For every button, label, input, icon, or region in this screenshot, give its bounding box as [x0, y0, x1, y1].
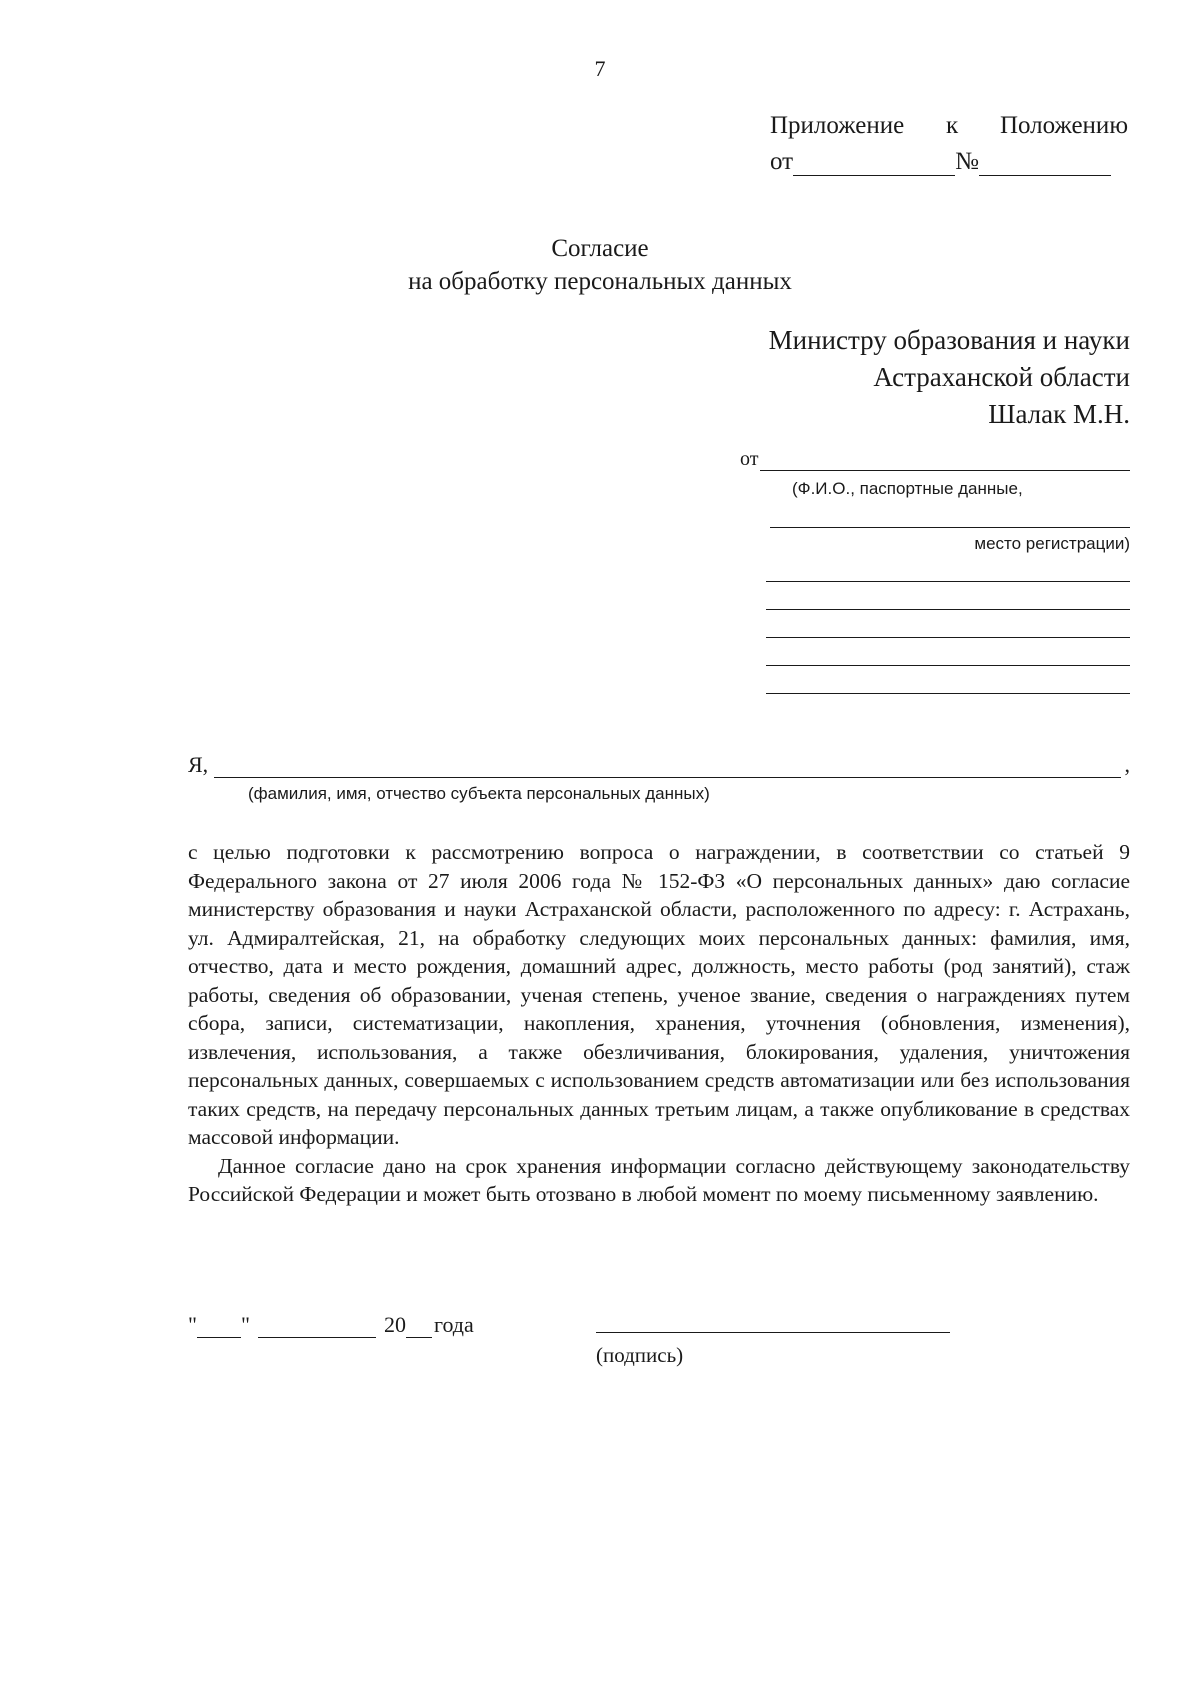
- sender-extra-line[interactable]: [766, 666, 1130, 694]
- date-century: 20: [383, 1312, 406, 1337]
- sender-extra-line[interactable]: [766, 582, 1130, 610]
- consent-paragraph-1: с целью подготовки к рассмотрению вопроса о награждении, в соответствии со статьей 9 Федерального закона от 27 июля 2006 года № 152-ФЗ «О персональных данных» даю согласие министерству образования и науки Астраханской области, расположенного по адресу: г. Астрахань, ул. Адмиралтейская, 21, на обработку следующих моих персональных данных: фамилия, имя, отчество, дата и место рождения, домашний адрес, должность, место работы (род занятий), стаж работы, сведения об образовании, ученая степень, ученое звание, сведения о награждениях путем сбора, записи, систематизации, накопления, хранения, уточнения (обновления, изменения), извлечения, использования, а также обезличивания, блокирования, удаления, уничтожения персональных данных, совершаемых с использованием средств автоматизации или без использования таких средств, на передачу персональных данных третьим лицам, а также опубликование в средствах массовой информации.: [188, 840, 1130, 1149]
- sender-from-label: от: [740, 448, 759, 470]
- subject-row: [188, 752, 1130, 778]
- document-title: [0, 232, 1200, 298]
- appendix-from-label: от: [770, 148, 794, 175]
- signature-block: [596, 1310, 950, 1368]
- sender-extra-line[interactable]: [766, 610, 1130, 638]
- title-line-1: Согласие: [551, 235, 649, 262]
- signature-field[interactable]: [596, 1310, 950, 1333]
- consent-paragraph-2: Данное согласие дано на срок хранения информации согласно действующему законодательству Российской Федерации и может быть отозвано в любой момент по моему письменному заявлению.: [188, 1153, 1130, 1206]
- subject-suffix: ,: [1124, 752, 1130, 777]
- appendix-preposition: к: [945, 112, 959, 139]
- appendix-regulation: Положению: [999, 112, 1128, 139]
- addressee-position: Министру образования и науки: [768, 325, 1130, 355]
- addressee-block: [600, 322, 1130, 433]
- appendix-number-field[interactable]: [979, 153, 1111, 176]
- sender-block: [740, 448, 1130, 694]
- signature-caption: (подпись): [596, 1343, 684, 1367]
- consent-body: [188, 838, 1130, 1209]
- subject-hint: (фамилия, имя, отчество субъекта персональных данных): [248, 784, 710, 803]
- date-quote-open: ": [188, 1312, 197, 1337]
- sender-fio-hint: (Ф.И.О., паспортные данные,: [792, 479, 1023, 498]
- subject-name-field[interactable]: [214, 757, 1120, 778]
- date-month-field[interactable]: [258, 1315, 376, 1338]
- sender-extra-lines: [740, 554, 1130, 694]
- appendix-header: [770, 112, 1128, 140]
- sender-passport-field[interactable]: [770, 505, 1130, 528]
- page-number: 7: [594, 56, 606, 81]
- sender-row: [740, 448, 1130, 471]
- date-line: [188, 1312, 474, 1338]
- appendix-date-number: [770, 148, 1130, 176]
- date-year-word: года: [433, 1312, 474, 1337]
- date-day-field[interactable]: [197, 1315, 241, 1338]
- sender-place-hint: место регистрации): [974, 534, 1130, 553]
- sender-extra-line[interactable]: [766, 638, 1130, 666]
- title-line-2: на обработку персональных данных: [408, 268, 792, 295]
- addressee-name: Шалак М.Н.: [988, 399, 1130, 429]
- date-year-field[interactable]: [406, 1315, 432, 1338]
- appendix-number-label: №: [955, 148, 979, 175]
- appendix-date-field[interactable]: [793, 153, 955, 176]
- sender-name-field[interactable]: [760, 452, 1130, 471]
- date-quote-close: ": [240, 1312, 250, 1337]
- subject-prefix: Я,: [188, 752, 209, 777]
- sender-extra-line[interactable]: [766, 554, 1130, 582]
- addressee-region: Астраханской области: [873, 362, 1130, 392]
- appendix-word: Приложение: [770, 112, 905, 139]
